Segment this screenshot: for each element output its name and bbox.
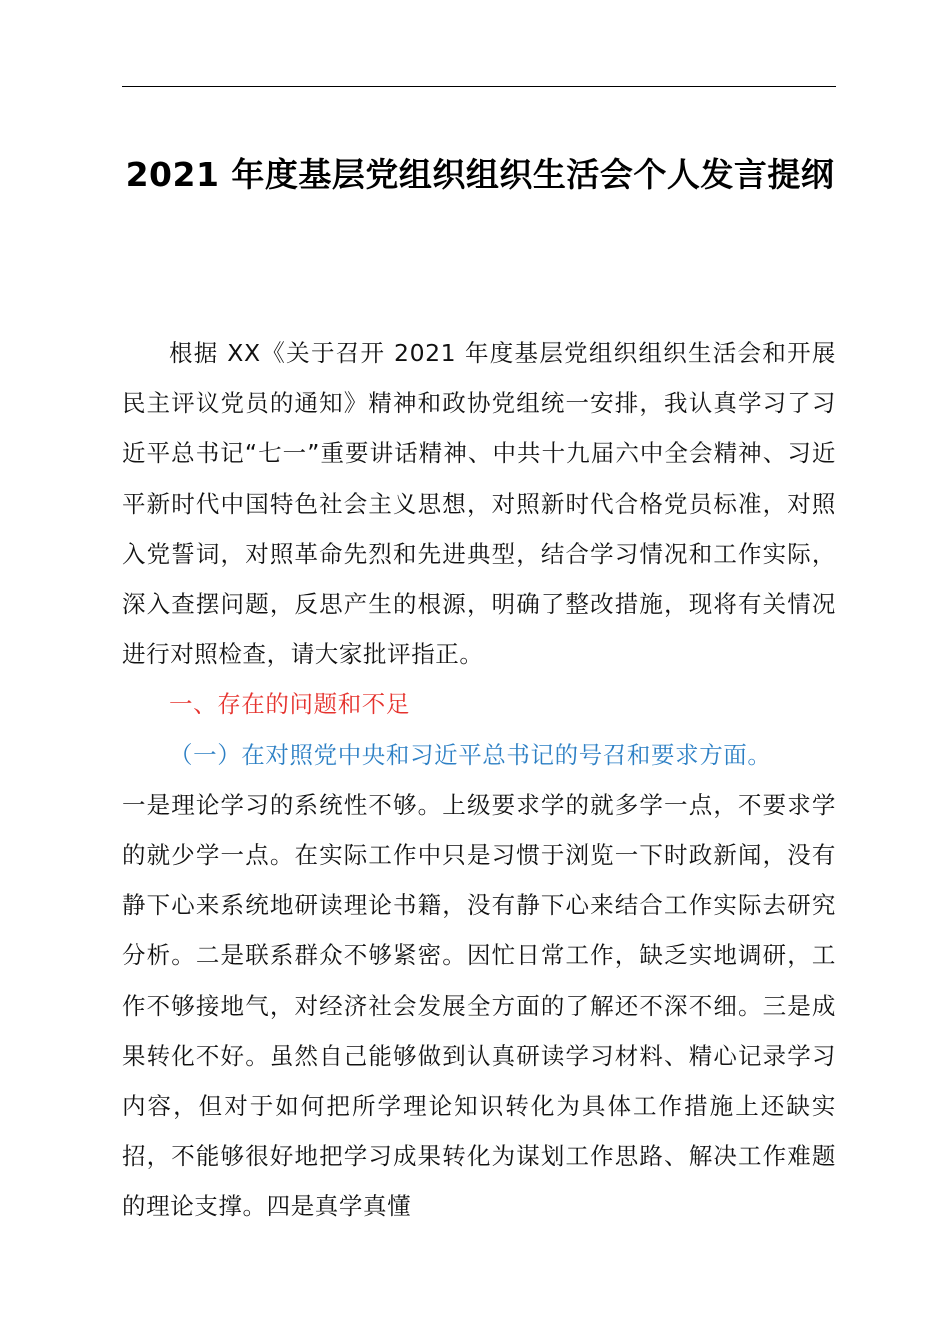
header-rule: [122, 86, 836, 87]
section-heading: 一、存在的问题和不足: [169, 690, 410, 719]
document-body: [122, 328, 836, 1232]
document-title: 2021 年度基层党组织组织生活会个人发言提纲: [125, 155, 835, 194]
body-paragraph: 一是理论学习的系统性不够。上级要求学的就多学一点，不要求学的就少学一点。在实际工作中只是习惯于浏览一下时政新闻，没有静下心来系统地研读理论书籍，没有静下心来结合工作实际去研究分析。二是联系群众不够紧密。因忙日常工作，缺乏实地调研，工作不够接地气，对经济社会发展全方面的了解还不深不细。三是成果转化不好。虽然自己能够做到认真研读学习材料、精心记录学习内容，但对于如何把所学理论知识转化为具体工作措施上还缺实招，不能够很好地把学习成果转化为谋划工作思路、解决工作难题的理论支撑。四是真学真懂: [122, 790, 836, 1221]
intro-paragraph: 根据 XX《关于召开 2021 年度基层党组织组织生活会和开展民主评议党员的通知》精神和政协党组统一安排，我认真学习了习近平总书记“七一”重要讲话精神、中共十九届六中全会精神、习近平新时代中国特色社会主义思想，对照新时代合格党员标准，对照入党誓词，对照革命先烈和先进典型，结合学习情况和工作实际，深入查摆问题，反思产生的根源，明确了整改措施，现将有关情况进行对照检查，请大家批评指正。: [122, 339, 836, 669]
subsection-heading: （一）在对照党中央和习近平总书记的号召和要求方面。: [169, 740, 772, 769]
